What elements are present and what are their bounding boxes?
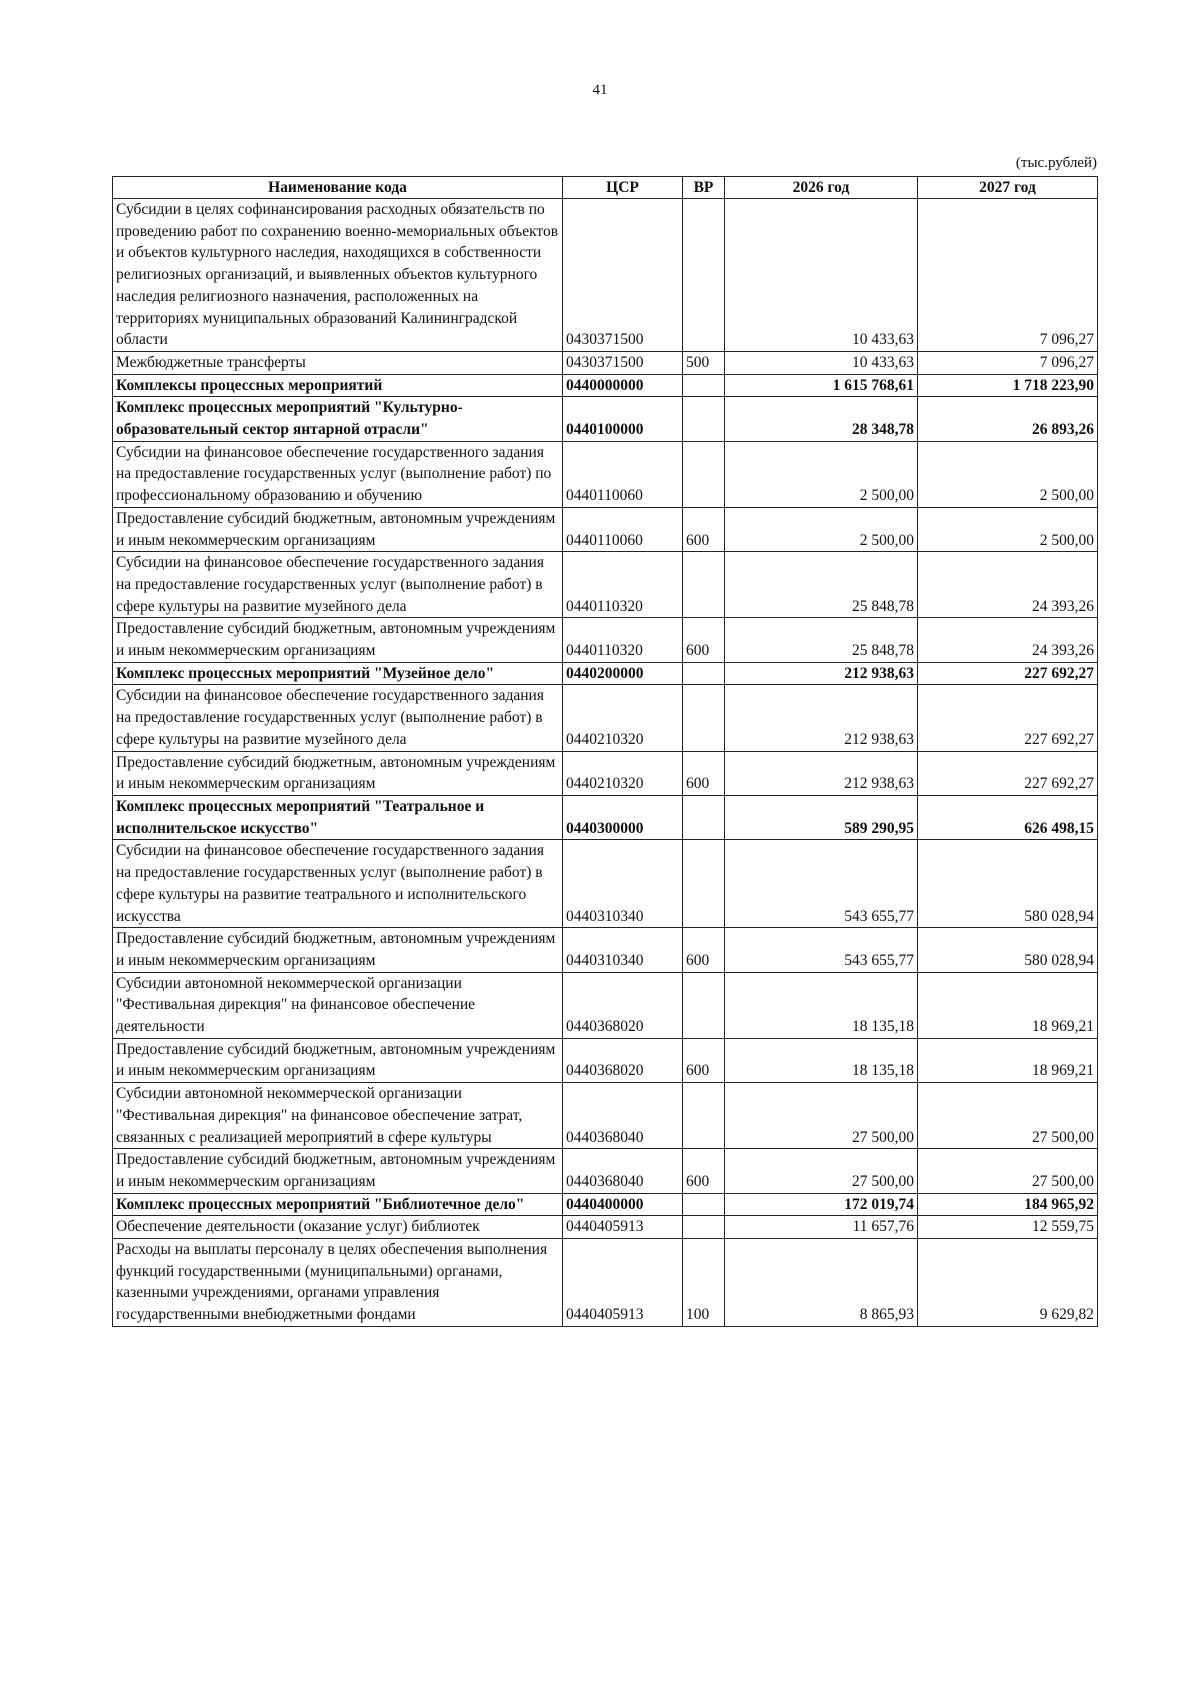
row-name-cell: Субсидии на финансовое обеспечение государственного задания на предоставление государственных услуг (выполнение работ) в сфере культуры на развитие театрального и исполнительского искусства bbox=[113, 840, 563, 928]
row-2026-cell: 8 865,93 bbox=[725, 1239, 918, 1327]
row-name-cell: Комплексы процессных мероприятий bbox=[113, 374, 563, 397]
table-row bbox=[113, 685, 1098, 751]
column-header-2026: 2026 год bbox=[725, 177, 918, 199]
row-vr-cell: 600 bbox=[683, 751, 725, 795]
row-2027-cell: 7 096,27 bbox=[918, 199, 1098, 352]
table-row bbox=[113, 351, 1098, 374]
row-csr-cell: 0440110060 bbox=[563, 507, 683, 551]
row-csr-cell: 0440400000 bbox=[563, 1193, 683, 1216]
row-name-cell: Расходы на выплаты персоналу в целях обеспечения выполнения функций государственными (муниципальными) органами, казенными учреждениями, органами управления государственными внебюджетными фондами bbox=[113, 1239, 563, 1327]
table-row bbox=[113, 397, 1098, 441]
row-2026-cell: 18 135,18 bbox=[725, 972, 918, 1038]
row-2027-cell: 1 718 223,90 bbox=[918, 374, 1098, 397]
row-2026-cell: 589 290,95 bbox=[725, 795, 918, 839]
table-row bbox=[113, 552, 1098, 618]
row-name-cell: Комплекс процессных мероприятий "Музейное дело" bbox=[113, 662, 563, 685]
row-csr-cell: 0440200000 bbox=[563, 662, 683, 685]
table-row bbox=[113, 1083, 1098, 1149]
row-2026-cell: 10 433,63 bbox=[725, 199, 918, 352]
row-vr-cell bbox=[683, 199, 725, 352]
row-name-cell: Предоставление субсидий бюджетным, автономным учреждениям и иным некоммерческим организациям bbox=[113, 1038, 563, 1082]
row-2027-cell: 18 969,21 bbox=[918, 1038, 1098, 1082]
row-vr-cell: 100 bbox=[683, 1239, 725, 1327]
row-2026-cell: 1 615 768,61 bbox=[725, 374, 918, 397]
row-2026-cell: 28 348,78 bbox=[725, 397, 918, 441]
row-csr-cell: 0440310340 bbox=[563, 928, 683, 972]
table-row bbox=[113, 972, 1098, 1038]
table-row bbox=[113, 1149, 1098, 1193]
row-vr-cell bbox=[683, 374, 725, 397]
row-2026-cell: 212 938,63 bbox=[725, 662, 918, 685]
row-name-cell: Субсидии на финансовое обеспечение государственного задания на предоставление государственных услуг (выполнение работ) по профессиональному образованию и обучению bbox=[113, 441, 563, 507]
row-csr-cell: 0440368020 bbox=[563, 1038, 683, 1082]
row-2027-cell: 12 559,75 bbox=[918, 1216, 1098, 1239]
row-2026-cell: 543 655,77 bbox=[725, 840, 918, 928]
table-row bbox=[113, 199, 1098, 352]
table-row bbox=[113, 1216, 1098, 1239]
row-csr-cell: 0440310340 bbox=[563, 840, 683, 928]
row-vr-cell: 600 bbox=[683, 1038, 725, 1082]
row-name-cell: Субсидии автономной некоммерческой организации "Фестивальная дирекция" на финансовое обеспечение деятельности bbox=[113, 972, 563, 1038]
row-2026-cell: 172 019,74 bbox=[725, 1193, 918, 1216]
units-label: (тыс.рублей) bbox=[1015, 155, 1097, 171]
row-2027-cell: 18 969,21 bbox=[918, 972, 1098, 1038]
row-vr-cell bbox=[683, 1083, 725, 1149]
row-name-cell: Комплекс процессных мероприятий "Культурно-образовательный сектор янтарной отрасли" bbox=[113, 397, 563, 441]
table-row bbox=[113, 1239, 1098, 1327]
row-name-cell: Предоставление субсидий бюджетным, автономным учреждениям и иным некоммерческим организациям bbox=[113, 751, 563, 795]
row-csr-cell: 0440405913 bbox=[563, 1239, 683, 1327]
budget-table bbox=[112, 176, 1098, 1327]
row-vr-cell: 600 bbox=[683, 507, 725, 551]
row-2027-cell: 227 692,27 bbox=[918, 751, 1098, 795]
row-2027-cell: 24 393,26 bbox=[918, 552, 1098, 618]
row-2027-cell: 2 500,00 bbox=[918, 507, 1098, 551]
row-name-cell: Предоставление субсидий бюджетным, автономным учреждениям и иным некоммерческим организациям bbox=[113, 928, 563, 972]
row-vr-cell: 500 bbox=[683, 351, 725, 374]
row-name-cell: Предоставление субсидий бюджетным, автономным учреждениям и иным некоммерческим организациям bbox=[113, 1149, 563, 1193]
row-name-cell: Субсидии на финансовое обеспечение государственного задания на предоставление государственных услуг (выполнение работ) в сфере культуры на развитие музейного дела bbox=[113, 685, 563, 751]
row-2026-cell: 2 500,00 bbox=[725, 441, 918, 507]
row-2027-cell: 7 096,27 bbox=[918, 351, 1098, 374]
row-2026-cell: 10 433,63 bbox=[725, 351, 918, 374]
row-2026-cell: 27 500,00 bbox=[725, 1083, 918, 1149]
row-2027-cell: 27 500,00 bbox=[918, 1083, 1098, 1149]
table-row bbox=[113, 441, 1098, 507]
row-vr-cell bbox=[683, 795, 725, 839]
page-number: 41 bbox=[592, 82, 608, 98]
column-header-name: Наименование кода bbox=[113, 177, 563, 199]
table-row bbox=[113, 795, 1098, 839]
row-csr-cell: 0440368040 bbox=[563, 1149, 683, 1193]
row-csr-cell: 0430371500 bbox=[563, 351, 683, 374]
table-row bbox=[113, 507, 1098, 551]
table-header-row bbox=[113, 177, 1098, 199]
row-name-cell: Субсидии на финансовое обеспечение государственного задания на предоставление государственных услуг (выполнение работ) в сфере культуры на развитие музейного дела bbox=[113, 552, 563, 618]
row-2026-cell: 25 848,78 bbox=[725, 618, 918, 662]
row-name-cell: Субсидии автономной некоммерческой организации "Фестивальная дирекция" на финансовое обеспечение затрат, связанных с реализацией мероприятий в сфере культуры bbox=[113, 1083, 563, 1149]
row-csr-cell: 0440368040 bbox=[563, 1083, 683, 1149]
row-vr-cell bbox=[683, 685, 725, 751]
table-row bbox=[113, 1038, 1098, 1082]
table-row bbox=[113, 1193, 1098, 1216]
row-vr-cell bbox=[683, 441, 725, 507]
row-2026-cell: 212 938,63 bbox=[725, 685, 918, 751]
row-vr-cell bbox=[683, 397, 725, 441]
row-2026-cell: 25 848,78 bbox=[725, 552, 918, 618]
row-vr-cell bbox=[683, 1216, 725, 1239]
row-2027-cell: 2 500,00 bbox=[918, 441, 1098, 507]
row-2027-cell: 184 965,92 bbox=[918, 1193, 1098, 1216]
row-2026-cell: 212 938,63 bbox=[725, 751, 918, 795]
row-csr-cell: 0440210320 bbox=[563, 685, 683, 751]
row-name-cell: Предоставление субсидий бюджетным, автономным учреждениям и иным некоммерческим организациям bbox=[113, 618, 563, 662]
table-row bbox=[113, 928, 1098, 972]
column-header-csr: ЦСР bbox=[563, 177, 683, 199]
table-row bbox=[113, 374, 1098, 397]
row-name-cell: Комплекс процессных мероприятий "Библиотечное дело" bbox=[113, 1193, 563, 1216]
row-name-cell: Комплекс процессных мероприятий "Театральное и исполнительское искусство" bbox=[113, 795, 563, 839]
row-csr-cell: 0430371500 bbox=[563, 199, 683, 352]
row-vr-cell bbox=[683, 662, 725, 685]
row-2026-cell: 18 135,18 bbox=[725, 1038, 918, 1082]
row-2026-cell: 27 500,00 bbox=[725, 1149, 918, 1193]
row-csr-cell: 0440210320 bbox=[563, 751, 683, 795]
row-name-cell: Субсидии в целях софинансирования расходных обязательств по проведению работ по сохранению военно-мемориальных объектов и объектов культурного наследия, находящихся в собственности религиозных организаций, и выявленных объектов культурного наследия религиозного назначения, расположенных на территориях муниципальных образований Калининградской области bbox=[113, 199, 563, 352]
row-2027-cell: 580 028,94 bbox=[918, 840, 1098, 928]
column-header-vr: ВР bbox=[683, 177, 725, 199]
row-2027-cell: 26 893,26 bbox=[918, 397, 1098, 441]
row-name-cell: Межбюджетные трансферты bbox=[113, 351, 563, 374]
table-body bbox=[113, 199, 1098, 1327]
row-vr-cell: 600 bbox=[683, 1149, 725, 1193]
table-row bbox=[113, 751, 1098, 795]
table-row bbox=[113, 662, 1098, 685]
row-vr-cell: 600 bbox=[683, 928, 725, 972]
table-row bbox=[113, 840, 1098, 928]
row-csr-cell: 0440000000 bbox=[563, 374, 683, 397]
row-2027-cell: 27 500,00 bbox=[918, 1149, 1098, 1193]
row-2027-cell: 24 393,26 bbox=[918, 618, 1098, 662]
row-csr-cell: 0440368020 bbox=[563, 972, 683, 1038]
row-2027-cell: 580 028,94 bbox=[918, 928, 1098, 972]
row-2027-cell: 9 629,82 bbox=[918, 1239, 1098, 1327]
row-2026-cell: 11 657,76 bbox=[725, 1216, 918, 1239]
row-2026-cell: 543 655,77 bbox=[725, 928, 918, 972]
row-2027-cell: 227 692,27 bbox=[918, 685, 1098, 751]
row-2027-cell: 227 692,27 bbox=[918, 662, 1098, 685]
row-csr-cell: 0440110320 bbox=[563, 618, 683, 662]
row-vr-cell: 600 bbox=[683, 618, 725, 662]
column-header-2027: 2027 год bbox=[918, 177, 1098, 199]
row-name-cell: Предоставление субсидий бюджетным, автономным учреждениям и иным некоммерческим организациям bbox=[113, 507, 563, 551]
row-csr-cell: 0440100000 bbox=[563, 397, 683, 441]
row-vr-cell bbox=[683, 552, 725, 618]
row-2027-cell: 626 498,15 bbox=[918, 795, 1098, 839]
row-vr-cell bbox=[683, 1193, 725, 1216]
row-vr-cell bbox=[683, 840, 725, 928]
row-vr-cell bbox=[683, 972, 725, 1038]
row-csr-cell: 0440110060 bbox=[563, 441, 683, 507]
row-csr-cell: 0440300000 bbox=[563, 795, 683, 839]
row-name-cell: Обеспечение деятельности (оказание услуг) библиотек bbox=[113, 1216, 563, 1239]
table-row bbox=[113, 618, 1098, 662]
row-csr-cell: 0440110320 bbox=[563, 552, 683, 618]
row-2026-cell: 2 500,00 bbox=[725, 507, 918, 551]
row-csr-cell: 0440405913 bbox=[563, 1216, 683, 1239]
